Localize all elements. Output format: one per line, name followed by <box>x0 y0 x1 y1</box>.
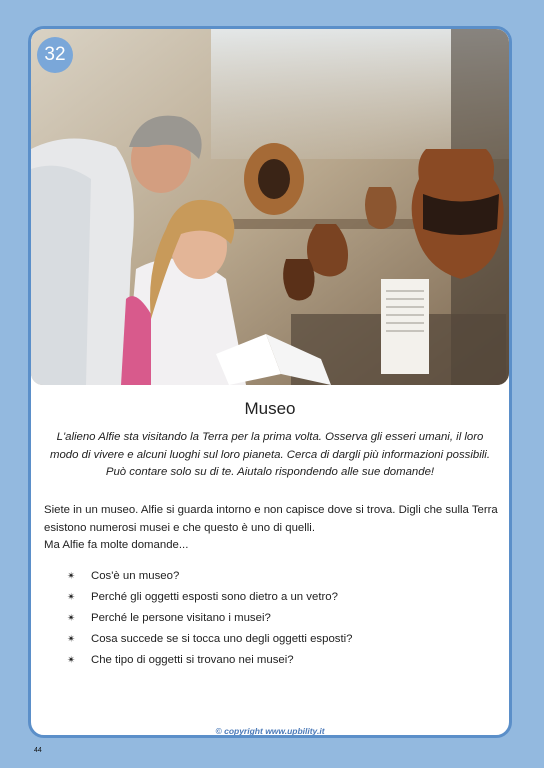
body-text <box>44 502 499 555</box>
list-item <box>67 587 353 608</box>
list-item <box>67 608 353 629</box>
copyright-notice <box>31 726 509 736</box>
question-text: Perché gli oggetti esposti sono dietro a un vetro? <box>91 591 338 603</box>
star-bullet-icon: ✴ <box>67 571 76 582</box>
question-text: Cos'è un museo? <box>91 570 180 582</box>
list-item <box>67 566 353 587</box>
star-bullet-icon: ✴ <box>67 592 76 603</box>
worksheet-card <box>28 26 512 738</box>
copyright-link[interactable]: www.upbility.it <box>265 726 325 736</box>
question-text: Cosa succede se si tocca uno degli oggetti esposti? <box>91 633 353 645</box>
question-text: Perché le persone visitano i musei? <box>91 612 271 624</box>
list-item <box>67 650 353 671</box>
page-number: 44 <box>34 747 42 754</box>
list-item <box>67 629 353 650</box>
museum-photo <box>31 29 509 385</box>
star-bullet-icon: ✴ <box>67 613 76 624</box>
question-list <box>67 566 353 671</box>
museum-photo-illustration <box>31 29 509 385</box>
body-paragraph: Siete in un museo. Alfie si guarda intorno e non capisce dove si trova. Digli che sulla Terra esistono numerosi musei e che questo è uno di quelli. <box>44 504 498 534</box>
star-bullet-icon: ✴ <box>67 634 76 645</box>
copyright-prefix: © copyright <box>215 726 266 736</box>
page-number-badge: 32 <box>37 37 73 73</box>
body-paragraph: Ma Alfie fa molte domande... <box>44 539 189 551</box>
page-title: Museo <box>244 399 296 418</box>
intro-text: L'alieno Alfie sta visitando la Terra per la prima volta. Osserva gli esseri umani, il loro modo di vivere e alcuni luoghi sul loro pianeta. Cerca di dargli più informazioni possibili. Può contare solo su di te. Aiutalo rispondendo alle sue domande! <box>49 431 491 478</box>
question-text: Che tipo di oggetti si trovano nei musei? <box>91 654 294 666</box>
star-bullet-icon: ✴ <box>67 655 76 666</box>
